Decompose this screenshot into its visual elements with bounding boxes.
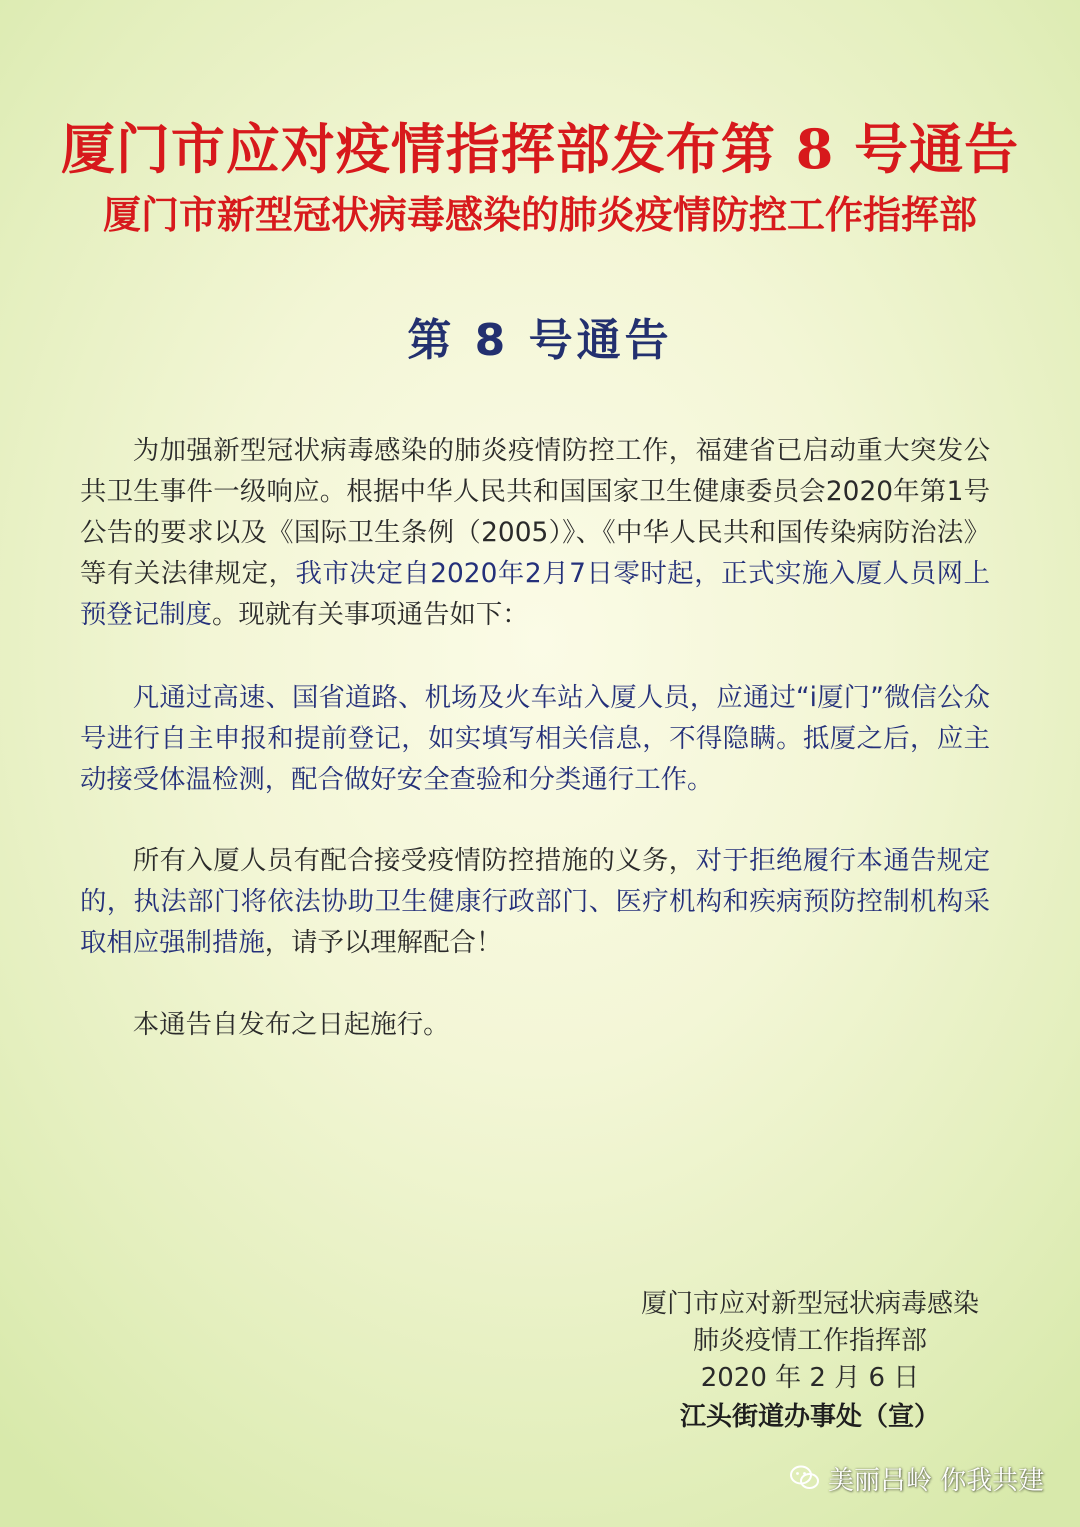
signature-date: 2020 年 2 月 6 日 xyxy=(700,1363,920,1393)
signature-org-line-1: 厦门市应对新型冠状病毒感染 xyxy=(640,1289,979,1319)
watermark-text: 美丽吕岭 你我共建 xyxy=(828,1465,1045,1496)
wechat-icon xyxy=(790,1465,820,1491)
paragraph-4 xyxy=(80,1004,990,1045)
paragraph-4-text: 本通告自发布之日起施行。 xyxy=(132,1009,450,1040)
signature-block xyxy=(580,1286,1040,1436)
paragraph-3-text: 所有入厦人员有配合接受疫情防控措施的义务， xyxy=(132,845,696,876)
paragraph-1-highlight: 我市决定自2020年2月7日零时起，正式实施入厦人员网上预登记制度 xyxy=(80,558,990,630)
paragraph-2 xyxy=(80,677,990,800)
notice-heading: 第 8 号通告 xyxy=(407,315,673,366)
title-line-2: 厦门市新型冠状病毒感染的肺炎疫情防控工作指挥部 xyxy=(102,192,977,237)
paragraph-1-text: 为加强新型冠状病毒感染的肺炎疫情防控工作，福建省已启动重大突发公共卫生事件一级响应。根据中华人民共和国国家卫生健康委员会2020年第1号公告的要求以及《国际卫生条例（2005）》、《中华人民共和国传染病防治法》等有关法律规定， xyxy=(80,435,990,589)
signature-org-line-2: 肺炎疫情工作指挥部 xyxy=(692,1326,927,1356)
paragraph-1-tail: 。现就有关事项通告如下： xyxy=(211,599,529,630)
paragraph-1 xyxy=(80,430,990,635)
paragraph-2-highlight: 凡通过高速、国省道路、机场及火车站入厦人员，应通过“i厦门”微信公众号进行自主申报和提前登记，如实填写相关信息，不得隐瞒。抵厦之后，应主动接受体温检测，配合做好安全查验和分类通行工作。 xyxy=(80,682,990,795)
paragraph-3 xyxy=(80,840,990,963)
title-line-1: 厦门市应对疫情指挥部发布第 8 号通告 xyxy=(60,117,1020,181)
watermark xyxy=(790,1458,1044,1498)
publisher-label: 江头街道办事处（宣） xyxy=(679,1402,940,1432)
paragraph-3-tail: ，请予以理解配合！ xyxy=(264,927,503,958)
paragraph-3-highlight: 对于拒绝履行本通告规定的，执法部门将依法协助卫生健康行政部门、医疗机构和疾病预防控制机构采取相应强制措施 xyxy=(80,845,991,958)
